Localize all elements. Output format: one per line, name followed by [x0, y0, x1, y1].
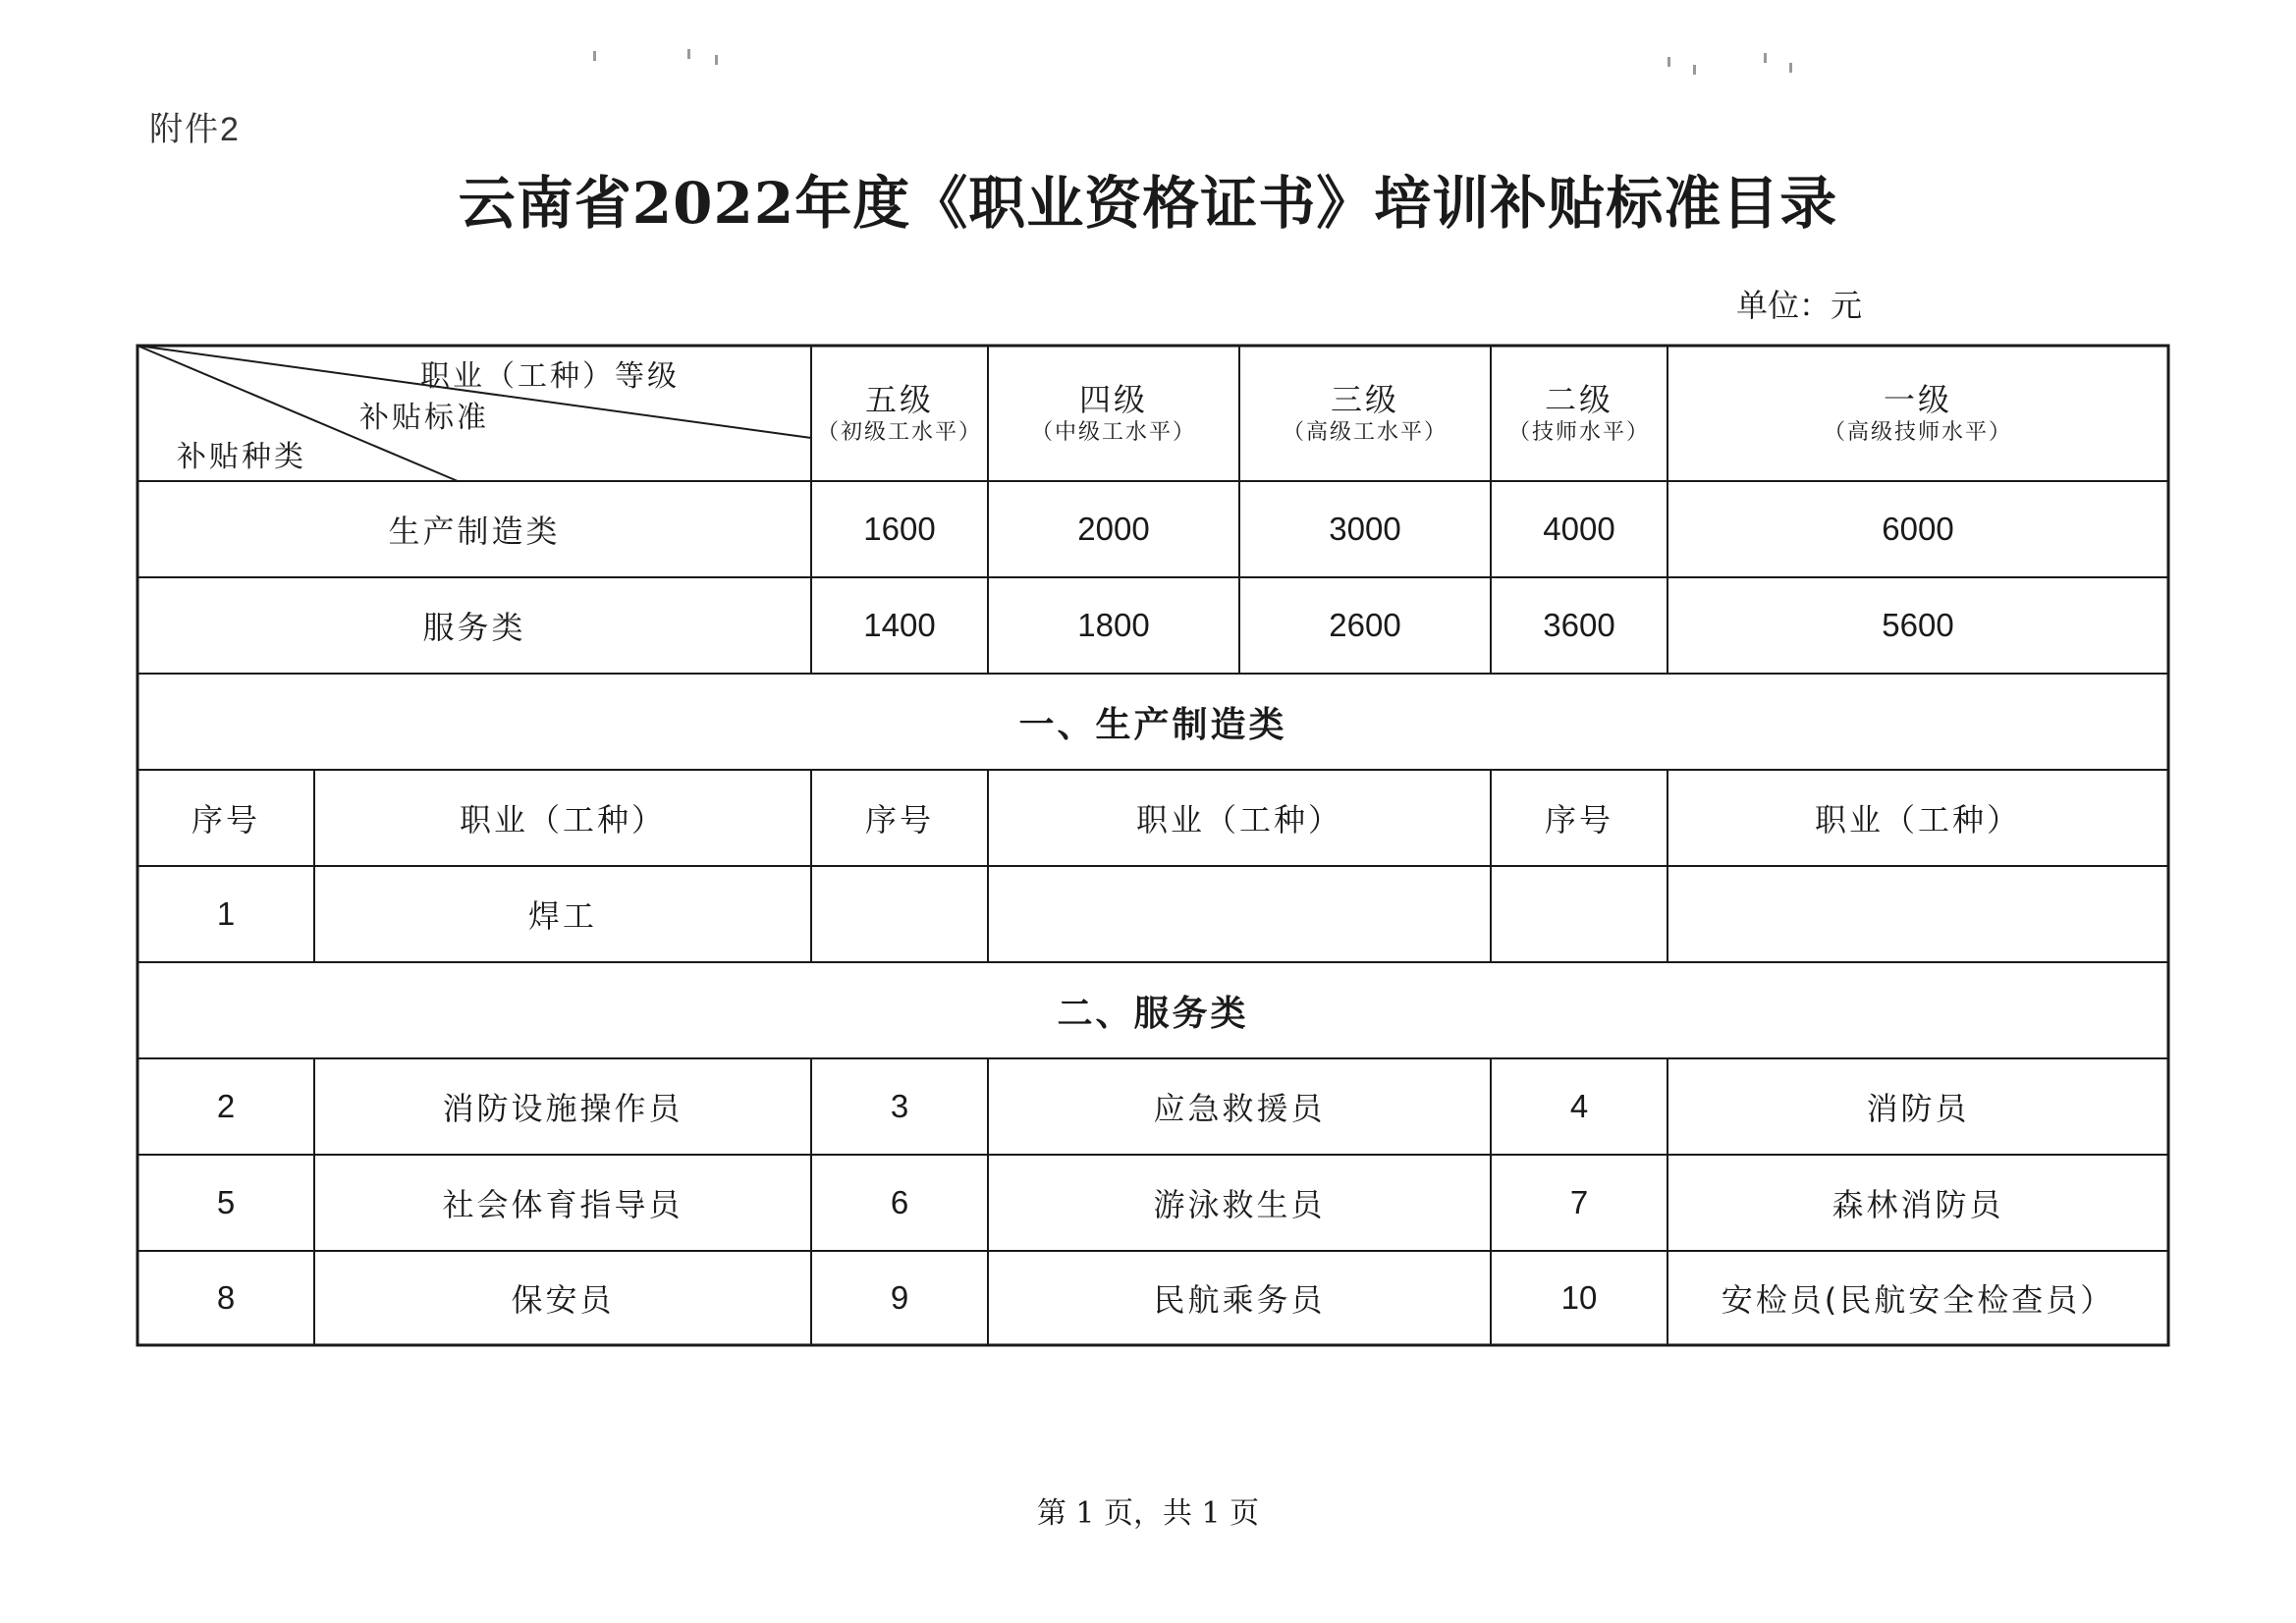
col-header-occupation: 职业（工种） [1814, 801, 2021, 839]
occupation-name: 森林消防员 [1831, 1186, 2004, 1223]
diag-header-top: 职业（工种）等级 [420, 359, 680, 394]
rate-value: 3000 [1329, 511, 1401, 547]
level-desc: （高级工水平） [1282, 420, 1448, 446]
col-header-seq: 序号 [1544, 801, 1613, 839]
occupation-name: 民航乘务员 [1153, 1281, 1326, 1319]
level-desc: （初级工水平） [816, 420, 982, 446]
occupation-name: 安检员(民航安全检查员） [1721, 1281, 2115, 1319]
diag-header-bottom: 补贴种类 [177, 440, 306, 474]
level-header [811, 346, 988, 481]
level-name: 一级 [1883, 381, 1952, 419]
rate-value: 1800 [1077, 607, 1150, 643]
rate-value: 2000 [1077, 511, 1150, 547]
level-header [1491, 346, 1667, 481]
occupation-name: 应急救援员 [1153, 1090, 1326, 1127]
seq-number: 3 [890, 1088, 909, 1124]
occupation-name: 保安员 [511, 1281, 615, 1319]
seq-number: 4 [1569, 1088, 1589, 1124]
diag-header-mid: 补贴标准 [359, 401, 489, 435]
page-footer: 第 1 页，共 1 页 [1036, 1496, 1260, 1531]
level-desc: （技师水平） [1507, 420, 1650, 446]
seq-number: 9 [890, 1279, 909, 1316]
level-name: 二级 [1544, 381, 1613, 419]
occupation-name: 消防设施操作员 [442, 1090, 683, 1127]
level-header [988, 346, 1239, 481]
seq-number: 1 [216, 895, 236, 932]
seq-number: 7 [1569, 1184, 1589, 1220]
rate-value: 1400 [863, 607, 936, 643]
occupation-name: 游泳救生员 [1153, 1186, 1326, 1223]
rate-value: 5600 [1882, 607, 1954, 643]
rate-category: 生产制造类 [388, 513, 561, 550]
col-header-seq: 序号 [191, 801, 260, 839]
level-desc: （高级技师水平） [1823, 420, 2012, 446]
seq-number: 8 [216, 1279, 236, 1316]
rate-value: 1600 [863, 511, 936, 547]
seq-number: 10 [1560, 1279, 1598, 1316]
section-heading-service: 二、服务类 [1057, 993, 1249, 1034]
rate-value: 2600 [1329, 607, 1401, 643]
attachment-label: 附件2 [149, 111, 241, 148]
rate-value: 3600 [1543, 607, 1615, 643]
level-name: 三级 [1330, 381, 1399, 419]
seq-number: 2 [216, 1088, 236, 1124]
col-header-occupation: 职业（工种） [459, 801, 666, 839]
col-header-seq: 序号 [864, 801, 934, 839]
section-heading-production: 一、生产制造类 [1018, 704, 1287, 745]
level-header [1667, 346, 2168, 481]
level-name: 四级 [1078, 381, 1148, 419]
level-name: 五级 [864, 381, 934, 419]
rate-value: 6000 [1882, 511, 1954, 547]
unit-label: 单位：元 [1736, 287, 1863, 324]
occupation-name: 焊工 [527, 897, 597, 935]
occupation-name: 社会体育指导员 [442, 1186, 683, 1223]
level-desc: （中级工水平） [1030, 420, 1196, 446]
occupation-name: 消防员 [1866, 1090, 1970, 1127]
rate-value: 4000 [1543, 511, 1615, 547]
seq-number: 5 [216, 1184, 236, 1220]
rate-category: 服务类 [422, 609, 526, 646]
col-header-occupation: 职业（工种） [1135, 801, 1342, 839]
document-title: 云南省2022年度《职业资格证书》培训补贴标准目录 [458, 170, 1838, 237]
seq-number: 6 [890, 1184, 909, 1220]
level-header [1239, 346, 1491, 481]
